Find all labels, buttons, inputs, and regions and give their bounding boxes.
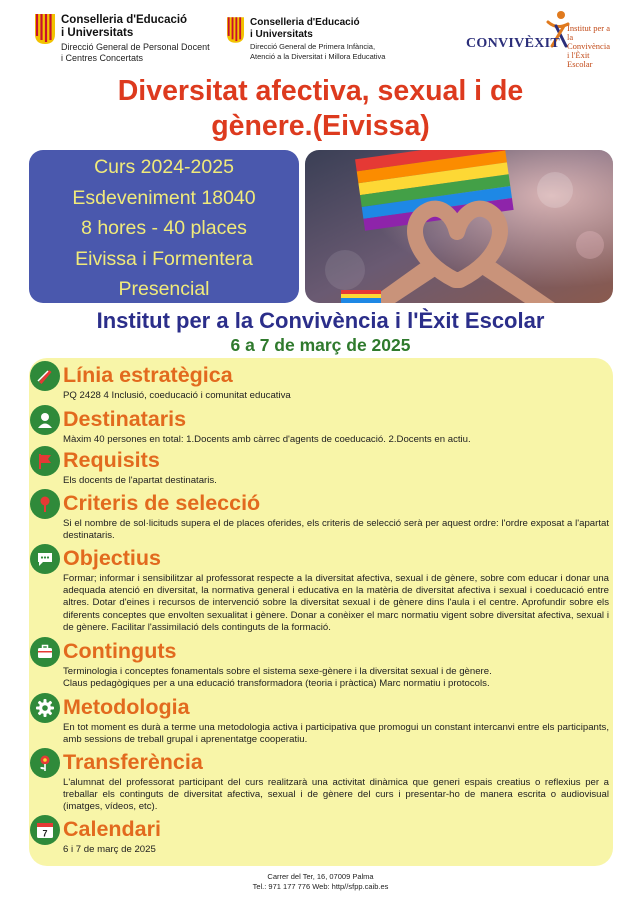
convivexit-sub2: la Convivència xyxy=(567,32,610,51)
org1-sub2: i Centres Concertats xyxy=(61,53,144,63)
section-title: Objectius xyxy=(63,546,161,570)
pride-flag-photo xyxy=(305,150,613,303)
org2-line1: Conselleria d'Educació xyxy=(250,17,360,28)
course-dates: 6 a 7 de març de 2025 xyxy=(230,335,411,355)
calendar-day: 7 xyxy=(42,828,48,839)
convivexit-logo xyxy=(466,10,616,69)
page-title xyxy=(60,74,581,144)
section-title: Continguts xyxy=(63,639,177,663)
info-modality: Presencial xyxy=(118,278,210,301)
section-title: Destinataris xyxy=(63,407,187,431)
convivexit-wordmark: CONVIVÈXIT xyxy=(466,36,561,51)
info-course: Curs 2024-2025 xyxy=(94,156,234,178)
section-text: 6 i 7 de març de 2025 xyxy=(63,844,156,855)
convivexit-subtitle xyxy=(567,24,616,69)
course-info-box xyxy=(29,150,299,303)
gear-icon xyxy=(30,693,60,723)
section-text: Formar; informar i sensibilitzar al professorat respecte a la diversitat afectiva, sexual i de gènere, sobre com educar i donar una adequada atenció en diversitat, la normativa general i educativa en la matèria de diversitat afectiva i sexual i coeducació entre altres. Dotar d'eines i recursos de intervenció sobre la diversitat sexual i de gènere dins l'aula i el centre. Aprofundir sobre els diferents conceptes que envolten sexualitat i gènere. Donar a conèixer el marc normatiu vigent sobre diversitat afectiva, sexual i de gènere. Facilitar l'assimilació dels continguts de la formació. xyxy=(63,573,609,633)
org1-line1: Conselleria d'Educació xyxy=(61,14,188,26)
org1-sub1: Direcció General de Personal Docent xyxy=(61,42,210,52)
crest-icon xyxy=(35,14,55,44)
person-icon xyxy=(30,405,60,435)
speech-bubble-icon xyxy=(30,544,60,574)
org2-line2: i Universitats xyxy=(250,28,313,40)
info-location: Eivissa i Formentera xyxy=(75,247,253,270)
section-title: Requisits xyxy=(63,448,160,472)
heart-hands-rainbow-image xyxy=(305,150,613,303)
title-line1: Diversitat afectiva, sexual i de xyxy=(117,75,524,107)
section-title: Transferència xyxy=(63,750,203,774)
convivexit-sub3: i l'Èxit Escolar xyxy=(567,50,593,69)
info-hours-places: 8 hores - 40 places xyxy=(81,217,247,240)
footer xyxy=(0,872,641,892)
title-line2: gènere.(Eivissa) xyxy=(211,110,430,142)
section-text: PQ 2428 4 Inclusió, coeducació i comunitat educativa xyxy=(63,390,291,401)
section-title: Metodologia xyxy=(63,695,190,719)
section-text: L'alumnat del professorat participant del curs realitzarà una activitat dinàmica que generi espais creatius o reflexius per a treballar els continguts de diversitat afectiva, sexual i de gènere del curs i presentar-ho de manera escrita o audiovisual (imatges, vídeos, etc). xyxy=(63,777,609,813)
pushpin-icon xyxy=(30,489,60,519)
section-text: Si el nombre de sol·licituds supera el de places oferides, els criteris de selecció serà per aquest ordre: l'ordre exposat a l'apartat destinataris. xyxy=(63,518,609,542)
course-details-panel xyxy=(29,358,613,866)
pencil-ruler-icon xyxy=(30,361,60,391)
section-title: Línia estratègica xyxy=(63,363,233,387)
section-text: En tot moment es durà a terme una metodologia activa i participativa que promogui un constant intercanvi entre els participants, amb sessions de treball grupal i aprenentatge cooperatiu. xyxy=(63,722,609,746)
flag-icon xyxy=(30,446,60,476)
footer-contact: Tel.: 971 177 776 Web: http//sfpp.caib.es xyxy=(252,882,389,891)
org1-line2: i Universitats xyxy=(61,27,134,39)
logo-conselleria-primera-infancia xyxy=(227,17,385,61)
section-title: Calendari xyxy=(63,817,161,841)
logo-conselleria-personal-docent xyxy=(35,14,210,64)
section-text: Els docents de l'apartat destinataris. xyxy=(63,475,217,486)
institute-name: Institut per a la Convivència i l'Èxit Escolar xyxy=(96,308,545,333)
info-event: Esdeveniment 18040 xyxy=(72,186,256,209)
org2-sub1: Direcció General de Primera Infància, xyxy=(250,42,376,51)
org2-sub2: Atenció a la Diversitat i Millora Educativa xyxy=(250,51,386,61)
section-text: Màxim 40 persones en total: 1.Docents amb càrrec d'agents de coeducació. 2.Docents en actiu. xyxy=(63,434,471,445)
crest-icon xyxy=(227,17,244,43)
header xyxy=(0,0,641,72)
calendar-icon xyxy=(30,815,60,845)
briefcase-icon xyxy=(30,637,60,667)
convivexit-sub1: Institut per a xyxy=(567,23,610,33)
flower-icon xyxy=(30,748,60,778)
section-title: Criteris de selecció xyxy=(63,491,261,515)
section-text: Terminologia i conceptes fonamentals sobre el sistema sexe-gènere i la diversitat sexual i de gènere. Claus pedagògiques per a una educació transformadora (teoria i pràctica) Marc normatiu i protocols. xyxy=(63,666,492,690)
footer-address: Carrer del Ter, 16, 07009 Palma xyxy=(267,872,374,881)
